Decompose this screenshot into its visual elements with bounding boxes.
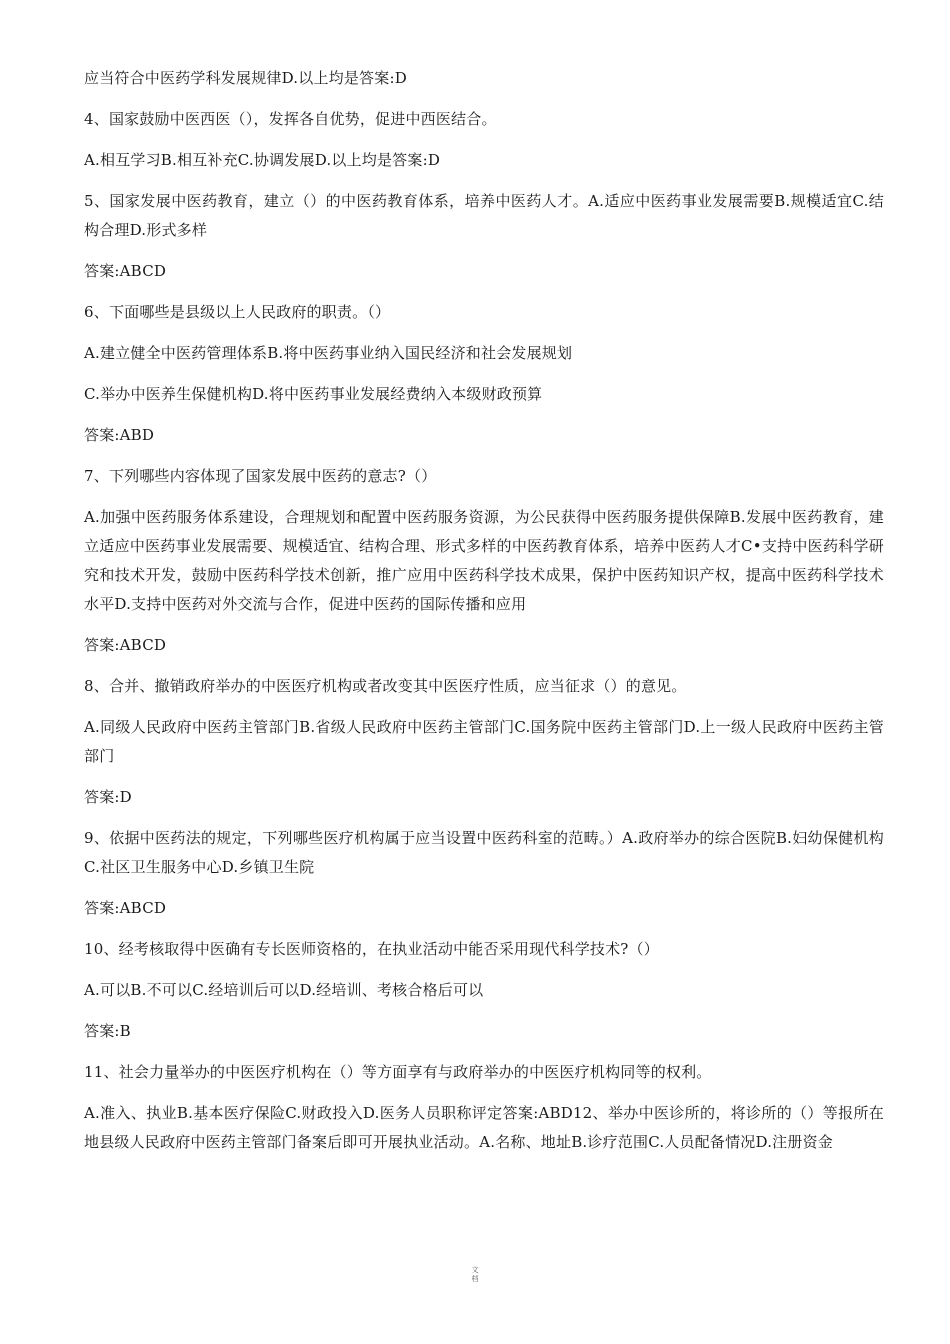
paragraph-continuation: 应当符合中医药学科发展规律D.以上均是答案:D [84, 69, 407, 87]
footer-line-1: 文 [471, 1266, 479, 1274]
question-7-answer: 答案:ABCD [84, 636, 167, 654]
question-8-options: A.同级人民政府中医药主管部门B.省级人民政府中医药主管部门C.国务院中医药主管部门D.上一级人民政府中医药主管部门 [84, 718, 884, 765]
question-4: 4、国家鼓励中医西医（），发挥各自优势，促进中西医结合。 [84, 110, 497, 128]
question-7-options: A.加强中医药服务体系建设，合理规划和配置中医药服务资源，为公民获得中医药服务提供保障B.发展中医药教育，建立适应中医药事业发展需要、规模适宜、结构合理、形式多样的中医药教育体系，培养中医药人才C•支持中医药科学研究和技术开发，鼓励中医药科学技术创新，推广应用中医药科学技术成果，保护中医药知识产权，提高中医药科学技术水平D.支持中医药对外交流与合作，促进中医药的国际传播和应用 [84, 508, 884, 613]
question-5-answer: 答案:ABCD [84, 262, 167, 280]
question-6-answer: 答案:ABD [84, 426, 155, 444]
question-11-12-options: A.准入、执业B.基本医疗保险C.财政投入D.医务人员职称评定答案:ABD12、举办中医诊所的，将诊所的（）等报所在地县级人民政府中医药主管部门备案后即可开展执业活动。A.名称、地址B.诊疗范围C.人员配备情况D.注册资金 [84, 1104, 884, 1151]
question-7: 7、下列哪些内容体现了国家发展中医药的意志?（） [84, 467, 437, 485]
document-body [84, 64, 884, 1169]
question-6: 6、下面哪些是县级以上人民政府的职责。（） [84, 303, 391, 321]
question-6-options-ab: A.建立健全中医药管理体系B.将中医药事业纳入国民经济和社会发展规划 [84, 344, 573, 362]
question-8: 8、合并、撤销政府举办的中医医疗机构或者改变其中医医疗性质，应当征求（）的意见。 [84, 677, 687, 695]
question-10-answer: 答案:B [84, 1022, 131, 1040]
question-8-answer: 答案:D [84, 788, 132, 806]
question-9-answer: 答案:ABCD [84, 899, 167, 917]
question-5: 5、国家发展中医药教育，建立（）的中医药教育体系，培养中医药人才。A.适应中医药事业发展需要B.规模适宜C.结构合理D.形式多样 [84, 192, 884, 239]
page-footer [0, 1266, 950, 1284]
footer-line-2: 档 [471, 1275, 479, 1283]
question-11: 11、社会力量举办的中医医疗机构在（）等方面享有与政府举办的中医医疗机构同等的权利。 [84, 1063, 712, 1081]
question-10-options: A.可以B.不可以C.经培训后可以D.经培训、考核合格后可以 [84, 981, 484, 999]
question-4-options: A.相互学习B.相互补充C.协调发展D.以上均是答案:D [84, 151, 441, 169]
question-6-options-cd: C.举办中医养生保健机构D.将中医药事业发展经费纳入本级财政预算 [84, 385, 543, 403]
question-9: 9、依据中医药法的规定，下列哪些医疗机构属于应当设置中医药科室的范畴。）A.政府举办的综合医院B.妇幼保健机构C.社区卫生服务中心D.乡镇卫生院 [84, 829, 884, 876]
question-10: 10、经考核取得中医确有专长医师资格的，在执业活动中能否采用现代科学技术?（） [84, 940, 659, 958]
